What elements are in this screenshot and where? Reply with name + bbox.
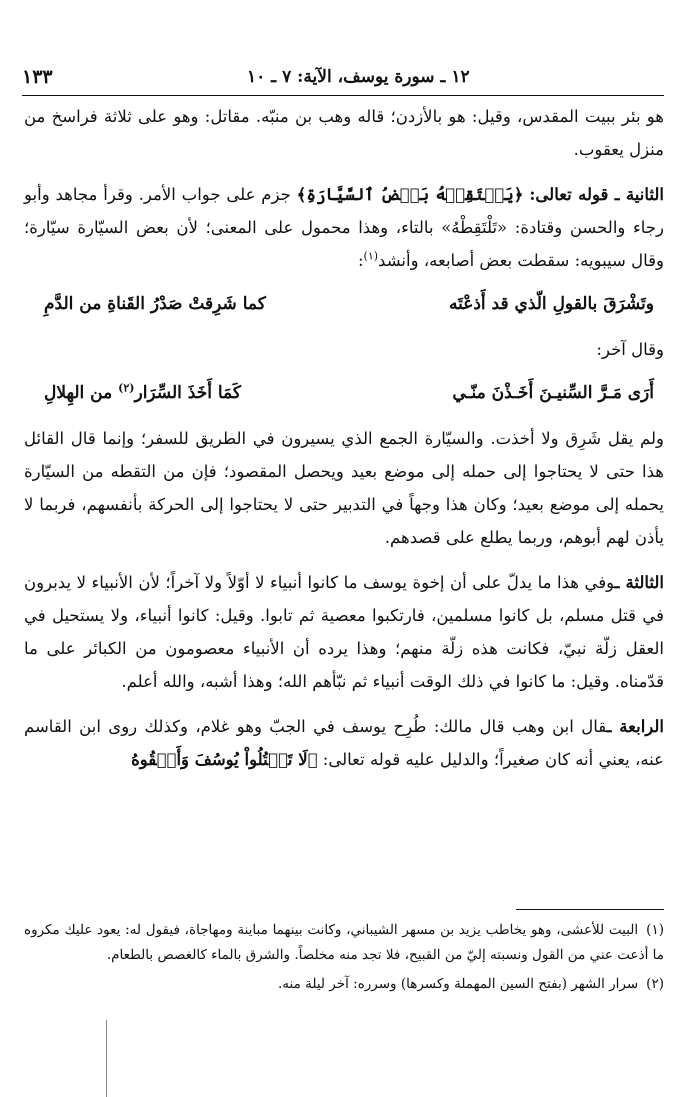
quran-quote-2: ﴿لَا تَقۡتُلُواْ يُوسُفَ وَأَلۡقُوهُ (131, 750, 318, 769)
paragraph-2-end: : (357, 251, 364, 270)
paragraph-5-lead: الثالثة ـ (614, 573, 664, 592)
paragraph-4: ولم يقل شَرِق ولا أخذت. والسيّارة الجمع الذي يسيرون في الطريق للسفر؛ وإنما قال القائل هذا حتى لا يحتاجوا إلى حمله إلى موضع بعيد ويحصل المقصود؛ فإن من التقطه من السيّارة يحمله إلى موضع بعيد؛ وكان هذا وجهاً في التدبير حتى لا يحتاجوا إلى الحركة بأنفسهم، فربما لا يأذن لهم أبوهم، وربما يطلع على قصدهم. (24, 429, 664, 547)
paragraph-2-lead: الثانية ـ قوله تعالى: (529, 185, 664, 204)
footnote-ref-1[interactable]: (١) (363, 249, 379, 263)
paragraph-5-text: وفي هذا ما يدلّ على أن إخوة يوسف ما كانوا أنبياء لا أوّلاً ولا آخراً؛ لأن الأنبياء لا يدبرون في قتل مسلم، بل كانوا مسلمين، فارتكبوا معصية ثم تابوا. وقيل: كانوا أنبياء، ولا يستحيل في العقل زلّة نبيّ، فكانت هذه زلّة منهم؛ وهذا يرده أن الأنبياء معصومون من الكبائر على ما قدّمناه. وقيل: ما كانوا في ذلك الوقت أنبياء ثم نبّأهم الله؛ وهذا أشبه، والله أعلم. (24, 573, 664, 691)
paragraph-2-text: جزم على جواب الأمر. وقرأ مجاهد وأبو رجاء والحسن وقتادة: «تَلْتَقِطْهُ» بالتاء، وهذا محمول على المعنى؛ لأن بعض السيّارة سيّارة؛ وقال سيبويه: سقطت بعض أصابعه، وأنشد (24, 185, 664, 270)
footnote-separator (516, 909, 664, 910)
verse-2-second-hemistich (44, 378, 241, 408)
footnote-2-number: (٢) (646, 976, 664, 992)
main-text (24, 100, 664, 788)
paragraph-5 (24, 566, 664, 698)
verse-2-first-hemistich: أَرَى مَـرَّ السِّنيـنَ أَخَـذْنَ منّـي (452, 383, 654, 403)
footnote-ref-2[interactable]: (٢) (118, 381, 135, 395)
header-rule (22, 95, 664, 96)
poem-verse-1 (44, 289, 654, 319)
footnote-1-number: (١) (646, 922, 664, 938)
paragraph-3: وقال آخر: (596, 340, 664, 359)
footnotes (24, 918, 664, 1001)
verse-1-second-hemistich: كما شَرِقتْ صَدْرُ القَناةِ من الدَّمِ (44, 294, 266, 314)
paragraph-1: هو بئر ببيت المقدس، وقيل: هو بالأزدن؛ قاله وهب بن منبّه. مقاتل: وهو على ثلاثة فراسخ من منزل يعقوب. (24, 107, 664, 159)
paragraph-6 (24, 710, 664, 776)
footnote-1 (24, 918, 664, 968)
footnote-1-text: البيت للأعشى، وهو يخاطب يزيد بن مسهر الشيباني، وكانت بينهما مباينة ومهاجاة، فيقول له: يعود عليك مكروه ما أذعت عني من القول ونسبته إليّ من القبيح، فلا تجد منه مخلصاً. والشرق بالماء كالغصص بالطعام. (24, 922, 664, 963)
quran-quote-1: ﴿يَلۡتَقِطۡهُ بَعۡضُ ٱلسَّيَّارَةِ﴾ (296, 185, 524, 204)
footnote-2 (24, 972, 664, 997)
running-title: ١٢ ـ سورة يوسف، الآية: ٧ ـ ١٠ (247, 67, 470, 87)
paragraph-6-text: قال ابن وهب قال مالك: طُرِح يوسف في الجبّ وهو غلام، وكذلك روى ابن القاسم عنه، يعني أنه كان صغيراً؛ والدليل عليه قوله تعالى: (24, 717, 664, 769)
footnote-2-text: سرار الشهر (بفتح السين المهملة وكسرها) وسرره: آخر ليلة منه. (278, 976, 639, 992)
verse-2-second-b: من الهِلالِ (44, 383, 119, 403)
page-number: ١٣٣ (22, 66, 53, 88)
poem-verse-2 (44, 378, 654, 408)
paragraph-2 (24, 178, 664, 277)
verse-2-second-a: كَمَا أَخَذَ السِّرَار (134, 383, 241, 403)
gutter-line (106, 1020, 107, 1097)
verse-1-first-hemistich: وتَشْرَقَ بالقولِ الّذي قد أَذعْتَه (448, 294, 654, 314)
paragraph-6-lead: الرابعة ـ (606, 717, 664, 736)
page-header (22, 64, 664, 90)
